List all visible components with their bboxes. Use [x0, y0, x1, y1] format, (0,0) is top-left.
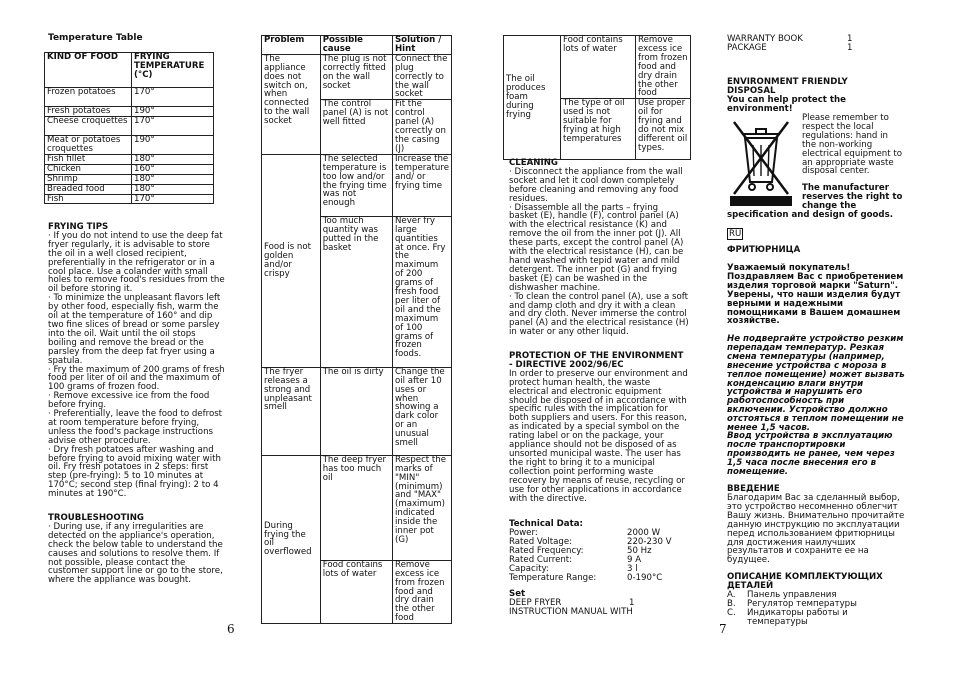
cause-cell: The oil is dirty — [320, 367, 392, 455]
manufacturer-note-b: specification and design of goods. — [727, 210, 893, 220]
problem-cell: During frying the oil overflowed — [262, 455, 321, 623]
temp-cell: 160° — [132, 164, 214, 174]
set-row — [509, 608, 689, 617]
troubleshooting-text: · During use, if any irregularities are detected on the appliance's operation, check the below table to understand the causes and solutions to resolve them. If not possible, please contact the customer support line or go to the store, where the appliance was bought. — [48, 521, 223, 586]
temp-cell: 170° — [132, 116, 214, 135]
cause-cell: The control panel (A) is not well fitted — [320, 100, 392, 154]
ru-contents-list — [727, 591, 905, 627]
solution-cell: Connect the plug correctly to the wall socket — [392, 54, 451, 100]
problem-cell: The appliance does not switch on, when connected to the wall socket — [262, 54, 321, 154]
food-cell: Meat or potatoes croquettes — [45, 135, 132, 154]
cleaning-section — [509, 159, 689, 337]
page-number-right: 7 — [719, 622, 727, 636]
table-row — [45, 194, 214, 204]
cause-cell: The type of oil used is not suitable for frying at high temperatures — [561, 99, 636, 160]
table-row — [45, 135, 214, 154]
table-row — [262, 154, 452, 216]
set-label: DEEP FRYER — [509, 597, 562, 608]
table-row — [262, 54, 452, 100]
cause-cell: The deep fryer has too much oil — [320, 455, 392, 560]
header-solution: Solution / Hint — [392, 36, 451, 55]
list-key: B. — [727, 599, 736, 609]
temp-table-header-temp: FRYING TEMPERATURE (°C) — [132, 53, 214, 88]
food-cell: Shrimp — [45, 174, 132, 184]
food-cell: Fish fillet — [45, 154, 132, 164]
solution-cell: Increase the temperature and/ or frying time — [392, 154, 451, 216]
list-label: Индикаторы работы и температуры — [747, 608, 848, 627]
solution-cell: Never fry large quantities at once. Fry the maximum of 200 grams of fresh food per liter of oil and the maximum of 100 grams of frozen foods. — [392, 216, 451, 367]
list-label: Панель управления — [747, 590, 837, 600]
frying-tip: · Preferentially, leave the food to defrost at room temperature before frying, unless the food's package instructions advise other procedure. — [48, 409, 223, 446]
ru-intro-text: Благодарим Вас за сделанный выбор, это устройство несомненно облегчит Вашу жизнь. Внимательно прочитайте данную инструкцию по эксплуатации перед использованием фритюрницы для достижения наилучших результатов и сохраните ее на будущее. — [727, 493, 905, 566]
temp-cell: 190° — [132, 135, 214, 154]
set-row — [727, 44, 907, 53]
frying-tips-title: FRYING TIPS — [48, 222, 109, 232]
temperature-table-title: Temperature Table — [48, 33, 143, 43]
cause-cell: Food contains lots of water — [320, 560, 392, 623]
protection-title: PROTECTION OF THE ENVIRONMENT - DIRECTIVE 2002/96/EC — [509, 351, 684, 370]
tech-label: Rated Voltage: — [509, 536, 573, 547]
table-row — [262, 367, 452, 455]
ru-contents-title: ОПИСАНИЕ КОМПЛЕКТУЮЩИХ ДЕТАЛЕЙ — [727, 572, 883, 591]
protection-section — [509, 352, 689, 503]
weee-bin-icon — [728, 112, 794, 208]
list-label: Регулятор температуры — [747, 599, 857, 609]
ru-warning: Не подвергайте устройство резким перепадам температур. Резкая смена температуры (например, внесение устройства с мороза в теплое помещение) может вызвать конденсацию влаги внутри устройства и нарушить его работоспособность при включении. Устройство должно отстояться в теплом помещении не менее 1,5 часов. — [727, 334, 905, 434]
cause-cell: Food contains lots of water — [561, 36, 636, 99]
table-row — [262, 455, 452, 560]
cleaning-title: CLEANING — [509, 158, 558, 168]
tech-value: 0-190°C — [627, 572, 663, 583]
frying-tip: · If you do not intend to use the deep fat fryer regularly, it is advisable to store the oil in a well closed recipient, preferentially in the refrigerator or in a cool place. Use a colander with small holes to remove food's residues from the oil before storing it. — [48, 230, 225, 295]
set-continued — [727, 35, 907, 53]
ru-greeting: Уважаемый покупатель! Поздравляем Вас с приобретением изделия торговой марки "Saturn". Уверены, что наши изделия будут верными и надежными помощниками в Вашем домашнем хозяйстве. — [727, 263, 904, 327]
problem-cell: Food is not golden and/or crispy — [262, 154, 321, 367]
temp-cell: 170° — [132, 88, 214, 107]
food-cell: Fresh potatoes — [45, 107, 132, 117]
list-item — [727, 609, 905, 627]
food-cell: Fish — [45, 194, 132, 204]
manufacturer-note-a: The manufacturer reserves the right to change the — [802, 183, 903, 211]
tech-value: 50 Hz — [627, 545, 652, 556]
cause-cell: The plug is not correctly fitted on the wall socket — [320, 54, 392, 100]
set-value: 1 — [847, 34, 853, 44]
tech-value: 3 l — [627, 563, 638, 574]
set-value: 1 — [629, 597, 635, 608]
set-section — [509, 590, 689, 617]
set-label: PACKAGE — [727, 43, 767, 53]
tech-value: 220-230 V — [627, 536, 672, 547]
ru-intro-title: ВВЕДЕНИЕ — [727, 484, 780, 494]
temp-cell: 180° — [132, 154, 214, 164]
set-value: 1 — [847, 43, 853, 53]
tech-label: Rated Current: — [509, 554, 573, 565]
header-cause: Possible cause — [320, 36, 392, 55]
temp-cell: 170° — [132, 194, 214, 204]
temp-table-header-food: KIND OF FOOD — [45, 53, 132, 88]
technical-data-title: Technical Data: — [509, 519, 583, 529]
table-row — [45, 107, 214, 117]
cause-cell: Too much quantity was putted in the basket — [320, 216, 392, 367]
troubleshooting-table — [261, 35, 452, 624]
table-row — [45, 164, 214, 174]
env-disposal-subtitle: You can help protect the environment! — [727, 95, 846, 114]
cause-cell: The selected temperature is too low and/or the frying time was not enough — [320, 154, 392, 216]
frying-tip: · To minimize the unpleasant flavors left by other food, especially fish, warm the oil at the temperature of 160° and dip two fine slices of bread or some parsley into the oil. Wait until the oil stops boiling and remove the bread or the parsley from the deep fat fryer using a spatula. — [48, 293, 221, 366]
problem-cell: The oil produces foam during frying — [504, 36, 561, 160]
ru-warning-2: Ввод устройства в эксплуатацию после транспортировки производить не ранее, чем через 1,5 часа после внесения его в помещение. — [727, 431, 895, 477]
cleaning-step: · Disassemble all the parts – frying basket (E), handle (F), control panel (A) with the electrical resistance (K) and remove the oil from the inner pot (J). All these parts, except the control panel (A) with the electrical resistance (H), can be hand washed with tepid water and mild detergent. The inner pot (G) and frying basket (E) can be washed in the dishwasher machine. — [509, 202, 684, 293]
frying-tip: · Remove excessive ice from the food before frying. — [48, 391, 210, 411]
solution-cell: Respect the marks of "MIN" (minimum) and "MAX" (maximum) indicated inside the inner pot (G) — [392, 455, 451, 560]
tech-label: Power: — [509, 527, 538, 538]
temperature-table — [44, 52, 214, 204]
set-label: WARRANTY BOOK — [727, 34, 803, 44]
solution-cell: Remove excess ice from frozen food and dry drain the other food — [392, 560, 451, 623]
problem-cell: The fryer releases a strong and unpleasant smell — [262, 367, 321, 455]
troubleshooting-table-continued — [503, 35, 691, 160]
frying-tips-section — [48, 223, 226, 499]
solution-cell: Use proper oil for frying and do not mix different oil types. — [636, 99, 691, 160]
header-problem: Problem — [262, 36, 321, 55]
frying-tip: · Fry the maximum of 200 grams of fresh food per liter of oil and the maximum of 100 grams of frozen food. — [48, 364, 225, 393]
temp-cell: 190° — [132, 107, 214, 117]
table-row — [45, 116, 214, 135]
protection-text: In order to preserve our environment and protect human health, the waste electrical and electronic equipment should be disposed of in accordance with specific rules with the implication for both suppliers and users. For this reason, as indicated by a special symbol on the rating label or on the package, your appliance should not be disposed of as unsorted municipal waste. The user has the right to bring it to a municipal collection point performing waste recovery by means of reuse, recycling or use for other applications in accordance with the directive. — [509, 368, 688, 504]
troubleshooting-section — [48, 514, 226, 585]
cleaning-step: · Disconnect the appliance from the wall socket and let it cool down completely before cleaning and removing any food residues. — [509, 166, 683, 204]
env-disposal-title: ENVIRONMENT FRIENDLY DISPOSAL — [727, 77, 848, 96]
technical-data — [509, 520, 689, 583]
food-cell: Breaded food — [45, 184, 132, 194]
tech-label: Capacity: — [509, 563, 549, 574]
frying-tip: · Dry fresh potatoes after washing and before frying to avoid mixing water with oil. Fry fresh potatoes in 2 steps: first step (pre-frying): 5 to 10 minutes at 170°C; second step (final frying): 2 to 4 minutes at 190°C. — [48, 444, 221, 500]
table-row — [45, 174, 214, 184]
food-cell: Chicken — [45, 164, 132, 174]
page-number-left: 6 — [227, 622, 235, 636]
troubleshooting-title: TROUBLESHOOTING — [48, 513, 144, 523]
table-row — [45, 154, 214, 164]
cleaning-step: · To clean the control panel (A), use a soft and damp cloth and dry it with a clean and dry cloth. Never immerse the control panel (A) and the electrical resistance (H) in water or any other liquid. — [509, 291, 689, 338]
ru-title: ФРИТЮРНИЦА — [727, 245, 801, 255]
table-row — [45, 184, 214, 194]
food-cell: Frozen potatoes — [45, 88, 132, 107]
env-disposal-text: Please remember to respect the local regulations: hand in the non-working electrical equipment to an appropriate waste disposal center. — [802, 113, 902, 177]
solution-cell: Remove excess ice from frozen food and dry drain the other food — [636, 36, 691, 99]
food-cell: Cheese croquettes — [45, 116, 132, 135]
tech-value: 9 A — [627, 554, 642, 565]
table-row — [504, 36, 691, 99]
solution-cell: Change the oil after 10 uses or when showing a dark color or an unusual smell — [392, 367, 451, 455]
tech-label: Temperature Range: — [509, 572, 597, 583]
list-key: A. — [727, 590, 736, 600]
language-tag: RU — [729, 229, 742, 239]
tech-value: 2000 W — [627, 527, 661, 538]
list-key: C. — [727, 608, 736, 618]
temp-cell: 180° — [132, 174, 214, 184]
tech-label: Rated Frequency: — [509, 545, 584, 556]
tech-row — [509, 574, 689, 583]
set-label: INSTRUCTION MANUAL WITH — [509, 606, 633, 617]
solution-cell: Fit the control panel (A) correctly on the casing (J) — [392, 100, 451, 154]
temp-cell: 180° — [132, 184, 214, 194]
set-title: Set — [509, 589, 526, 599]
table-row — [45, 88, 214, 107]
